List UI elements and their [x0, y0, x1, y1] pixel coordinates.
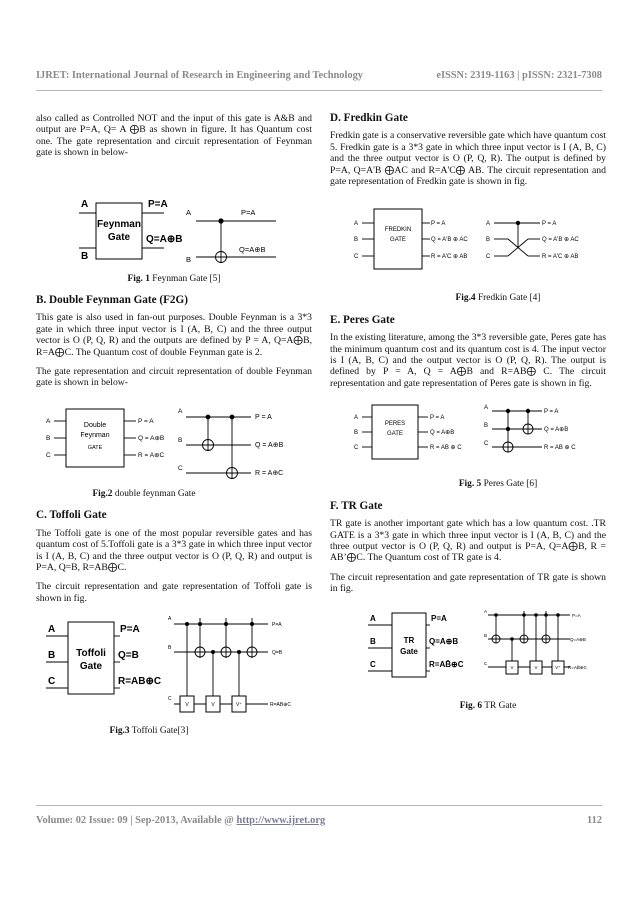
- f6-out-q: Q=A⊕B: [429, 636, 459, 646]
- fig4-caption: Fig.4 Fredkin Gate [4]: [455, 293, 541, 304]
- f4-out-r: R = A'C ⊕ AB: [431, 254, 468, 261]
- journal-name: IJRET: International Journal of Research in Engineering and Technology: [36, 70, 363, 81]
- f2c-c: C: [178, 464, 183, 472]
- f3-out-r: R=AB⊕C: [118, 676, 162, 688]
- fig3-caption: Fig.3 Toffoli Gate[3]: [109, 726, 189, 737]
- figure-2: [36, 397, 312, 500]
- f1c-p: P=A: [241, 207, 256, 217]
- f3-in-c: C: [48, 676, 56, 688]
- section-f2g-title: B. Double Feynman Gate (F2G): [36, 294, 188, 307]
- running-header: [36, 70, 602, 81]
- f5-in-b: B: [354, 430, 359, 437]
- journal-link[interactable]: http://www.ijret.org: [236, 815, 326, 826]
- f1c-q: Q=A⊕B: [239, 244, 266, 254]
- f2-in-c: C: [46, 451, 51, 459]
- toffoli-paragraph-2: The circuit representation and gate representation of Toffoli gate is shown in fig.: [36, 581, 312, 604]
- f3c-b: B: [168, 645, 172, 652]
- tr-gate-diagram: [330, 603, 606, 699]
- f5c-a: A: [484, 405, 489, 412]
- f5-out-p: P = A: [430, 415, 445, 422]
- f5c-c: C: [484, 441, 489, 448]
- f3-in-b: B: [48, 650, 56, 662]
- f4c-p: P = A: [542, 221, 557, 228]
- issn: eISSN: 2319-1163 | pISSN: 2321-7308: [436, 70, 602, 81]
- f4-in-b: B: [354, 237, 359, 244]
- f4-gate-l2: GATE: [390, 237, 406, 244]
- f5-in-c: C: [354, 445, 359, 452]
- f2c-p: P = A: [255, 413, 272, 421]
- section-peres-title: E. Peres Gate: [330, 313, 395, 326]
- f4c-a: A: [486, 221, 491, 228]
- f4c-c: C: [486, 254, 491, 261]
- f1c-b: B: [186, 254, 192, 264]
- f3c-p: P=A: [272, 622, 282, 629]
- f1-out-q: Q=A⊕B: [146, 233, 183, 245]
- f3c-v1: V: [185, 702, 189, 709]
- f2g-paragraph-1: This gate is also used in fan-out purposes. Double Feynman is a 3*3 gate in which three input vector is I (A, B, C) and the three output vector is O (P, Q, R) and the outputs are defined by P = A, Q=A⨁B, R=A⨁C. The Quantum cost of double Feynman gate is 2.: [36, 312, 312, 358]
- f2c-q: Q = A⊕B: [255, 441, 284, 449]
- f3-in-a: A: [48, 624, 56, 636]
- f3c-c: C: [168, 696, 172, 703]
- f6-out-p: P=A: [431, 613, 447, 623]
- fig2-caption: Fig.2 double feynman Gate: [92, 488, 196, 499]
- page-number: 112: [586, 815, 602, 826]
- f6c-q: Q=A⊕B: [570, 636, 586, 642]
- f4-out-q: Q = A'B ⊕ AC: [431, 237, 468, 244]
- f1-gate-l2: Gate: [107, 231, 131, 243]
- f3-out-p: P=A: [120, 624, 140, 636]
- peres-gate-diagram: [330, 401, 606, 477]
- f2-gate-l2: Feynman: [80, 431, 110, 439]
- fredkin-paragraph: Fredkin gate is a conservative reversible gate which have quantum cost 5. Fredkin gate is a 3*3 gate in which three input vector is I (A, B, C) and the three output vector is O (P, Q, R). The output is defined by P=A, Q=A'B ⨁AC and R=A'C⨁ AB. The circuit representation and gate representation of Fredkin gate is shown in fig.: [330, 130, 606, 188]
- f3c-q: Q=B: [272, 650, 283, 657]
- f6-in-a: A: [370, 613, 376, 623]
- toffoli-gate-diagram: [36, 612, 312, 724]
- f3c-a: A: [168, 616, 172, 623]
- f2g-paragraph-2: The gate representation and circuit representation of double Feynman gate is shown in below-: [36, 366, 312, 389]
- left-column: [36, 113, 312, 748]
- f2c-a: A: [178, 407, 183, 415]
- f2-out-p: P = A: [138, 417, 154, 425]
- feynman-gate-diagram: [36, 167, 312, 272]
- figure-6: [330, 603, 606, 712]
- f5-out-q: Q = A⊕B: [430, 430, 455, 437]
- fig6-caption: Fig. 6 TR Gate: [459, 700, 517, 711]
- f4-in-a: A: [354, 221, 359, 228]
- f6c-p: P=A: [572, 612, 581, 618]
- right-column: [330, 113, 606, 722]
- f3-gate-l1: Toffoli: [76, 648, 106, 660]
- f6c-a: A: [484, 608, 488, 614]
- f6-in-b: B: [370, 636, 376, 646]
- f5c-p: P = A: [544, 409, 559, 416]
- f3c-v2: V: [211, 702, 215, 709]
- f3c-r: R=AB⊕C: [270, 702, 292, 709]
- f6c-v2: V: [534, 664, 538, 670]
- f5c-r: R = AB ⊕ C: [544, 445, 576, 452]
- f2-gate-l1: Double: [83, 421, 107, 429]
- f1-gate-l1: Feynman: [97, 218, 141, 230]
- f6c-b: B: [484, 632, 488, 638]
- running-footer: [36, 815, 602, 826]
- f5c-b: B: [484, 423, 489, 430]
- f3-gate-l2: Gate: [79, 661, 103, 673]
- peres-paragraph: In the existing literature, among the 3*3 reversible gate, Peres gate has the minimum quantum cost and its quantum cost is 4. The input vector is I (A, B, C) and the output vector is O (P, Q, R). The output is defined by P = A, Q = A⨁B and R=AB⨁ C. The circuit representation and gate representation of Peres gate is shown in fig.: [330, 332, 606, 389]
- f6-in-c: C: [370, 659, 376, 669]
- f3-out-q: Q=B: [118, 650, 139, 662]
- f1-in-a: A: [81, 198, 89, 210]
- tr-paragraph-1: TR gate is another important gate which has a low quantum cost. .TR GATE is a 3*3 gate in which three input vector is I (A, B, C) and the three output vector is O (P, Q, R) and output is P=A, Q=A⨁B, R = AB’⨁C. The Quantum cost of TR gate is 4.: [330, 518, 606, 564]
- f4c-r: R = A'C ⊕ AB: [542, 254, 579, 261]
- footer-text: Volume: 02 Issue: 09 | Sep-2013, Available @ http://www.ijret.org: [36, 815, 326, 826]
- f4c-b: B: [486, 237, 491, 244]
- tr-paragraph-2: The circuit representation and gate representation of TR gate is shown in fig.: [330, 571, 606, 595]
- f2-out-q: Q = A⊕B: [138, 434, 165, 442]
- f2-out-r: R = A⊕C: [138, 451, 165, 459]
- section-fredkin-title: D. Fredkin Gate: [330, 112, 408, 124]
- f6c-v1: V: [510, 664, 514, 670]
- f5-out-r: R = AB ⊕ C: [430, 445, 462, 452]
- f3c-v3: V⁺: [236, 702, 242, 709]
- toffoli-paragraph-1: The Toffoli gate is one of the most popular reversible gates and has quantum cost of 5.Toffoli gate is a 3*3 gate in which three input vector is I (A, B, C) and the three output vector is O (P, Q, R) and output is P=A, Q=B, R=AB⨁C.: [36, 527, 312, 573]
- footer-rule: [36, 805, 602, 806]
- f2-in-a: A: [46, 417, 51, 425]
- intro-paragraph: also called as Controlled NOT and the input of this gate is A&B and output are P=A, Q= A ⨁B as shown in figure. It has Quantum cost one. The gate representation and circuit representation of Feynman gate is shown in below-: [36, 113, 312, 159]
- f2-gate-l3: GATE: [87, 444, 103, 451]
- fredkin-gate-diagram: [330, 203, 606, 291]
- f5-gate-l1: PERES: [384, 421, 406, 428]
- fig5-caption: Fig. 5 Peres Gate [6]: [458, 479, 538, 490]
- f2c-r: R = A⊕C: [255, 469, 284, 477]
- f6-out-r: R=AB̄⊕C: [429, 659, 464, 669]
- figure-5: [330, 401, 606, 490]
- double-feynman-diagram: [36, 397, 312, 487]
- f4-out-p: P = A: [431, 221, 446, 228]
- f4-gate-l1: FREDKIN: [384, 227, 412, 234]
- f6c-v3: V⁺: [555, 664, 561, 670]
- f2-in-b: B: [46, 434, 51, 442]
- f6c-c: C: [484, 660, 488, 666]
- f2c-b: B: [178, 436, 183, 444]
- f6c-r: R=AB̄⊕C: [568, 664, 587, 670]
- f5-gate-l2: GATE: [387, 431, 403, 438]
- f5c-q: Q = A⊕B: [544, 427, 569, 434]
- f1-in-b: B: [81, 250, 89, 262]
- f6-gate-l1: TR: [403, 635, 415, 645]
- fig1-caption: Fig. 1 Feynman Gate [5]: [127, 273, 221, 284]
- section-toffoli-title: C. Toffoli Gate: [36, 509, 107, 522]
- f1c-a: A: [186, 207, 192, 217]
- figure-4: [330, 203, 606, 304]
- header-rule: [36, 90, 602, 91]
- figure-3: [36, 612, 312, 737]
- section-tr-title: F. TR Gate: [330, 499, 383, 512]
- f5-in-a: A: [354, 415, 359, 422]
- f4-in-c: C: [354, 254, 359, 261]
- figure-1: [36, 167, 312, 285]
- f4c-q: Q = A'B ⊕ AC: [542, 237, 579, 244]
- f1-out-p: P=A: [148, 198, 168, 210]
- f6-gate-l2: Gate: [400, 646, 418, 656]
